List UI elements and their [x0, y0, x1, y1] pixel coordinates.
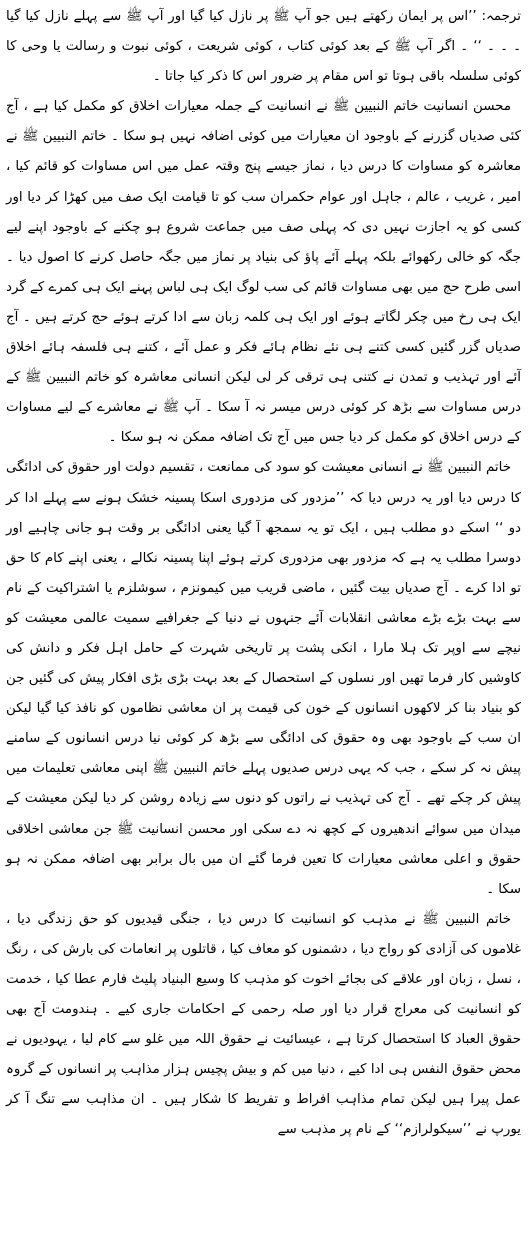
economy-paragraph: خاتم النبیین ﷺ نے انسانی معیشت کو سود کی ممانعت ، تقسیم دولت اور حقوق کی ادائگی کا درس دیا اور یہ درس دیا کہ ’’مزدور کی مزدوری اسکا پسینہ خشک ہونے سے پہلے ادا کر دو ‘‘ اسکے دو مطلب ہیں ، ایک تو یہ سمجھ آ گیا یعنی ادائگی بر وقت ہو جانی چاہیے اور دوسرا مطلب یہ ہے کہ مزدور بھی مزدوری کرتے ہوئے اپنا پسینہ نکالے ، یعنی اپنے کام کا حق تو ادا کرے ۔ آج صدیاں بیت گئیں ، ماضی قریب میں کیمونزم ، سوشلزم یا اشتراکیت کے نام سے بہت بڑے بڑے معاشی انقلابات آئے جنہوں نے دنیا کے جغرافیے سمیت عالمی معیشت کو نیچے سے اوپر تک ہلا مارا ، انکی پشت پر تاریخی شہرت کے حامل اہل فکر و دانش کی کاوشیں کار فرما تھیں اور نسلوں کے استحصال کے بعد بہت بڑی بڑی افکار پیش کی گئیں جن کو بنیاد بنا کر لاکھوں انسانوں کے خون کی قیمت پر ان معاشی نظاموں کو نافذ کیا گیا لیکن ان سب کے باوجود بھی وہ حقوق کی ادائگی سے بڑھ کر کوئی نیا درس انسانوں کے سامنے پیش نہ کر سکے ، جب کہ یہی درس صدیوں پہلے خاتم النبیین ﷺ اپنی معاشی تعلیمات میں پیش کر چکے تھے ۔ آج کی تہذیب نے راتوں کو دنوں سے زیادہ روشن کر دیا لیکن معیشت کے میدان میں سوائے اندھیروں کے کچھ نہ دے سکی اور محسن انسانیت ﷺ جن معاشی اخلاقی حقوق و اعلی معاشی معیارات کا تعین فرما گئے ان میں بال برابر بھی اضافہ ممکن نہ ہو سکا ۔: [5, 460, 521, 897]
equality-paragraph: محسن انسانیت خاتم النبیین ﷺ نے انسانیت کے جملہ معیارات اخلاق کو مکمل کیا ہے ، آج کئی صدیاں گزرنے کے باوجود ان معیارات میں کوئی اضافہ نہیں ہو سکا ۔ خاتم النبیین ﷺ نے معاشرہ کو مساوات کا درس دیا ، نماز جیسے پنج وقتہ عمل میں اس مساوات کو قائم کیا ، امیر ، غریب ، عالم ، جاہل اور عوام حکمران سب کو تا قیامت ایک صف میں کھڑا کر دیا اور کسی کو یہ اجازت نہیں دی کہ پہلی صف میں جماعت شروع ہو چکنے کے باوجود اپنے لیے جگہ کو خالی رکھوائے بلکہ پہلے آئے پاؤ کی بنیاد پر نماز میں جگہ حاصل کرنے کا اصول دیا ۔ اسی طرح حج میں بھی مساوات قائم کی سب لوگ ایک ہی لباس پہنے ایک ہی کمرے کے گرد ایک ہی رخ میں چکر لگاتے ہوئے اور ایک ہی کلمہ زبان سے ادا کرتے ہوئے حج کرتے ہیں ۔ آج صدیاں گزر گئیں کسی کتنے ہی نئے نظام ہائے فکر و عمل آئے ، کتنے ہی فلسفہ ہائے اخلاق آئے اور تہذیب و تمدن نے کتنی ہی ترقی کر لی لیکن انسانی معاشرہ کو خاتم النبیین ﷺ کے درس مساوات سے بڑھ کر کوئی درس میسر نہ آ سکا ۔ آپ ﷺ نے معاشرے کے لیے مساوات کے درس اخلاق کو مکمل کر دیا جس میں آج تک اضافہ ممکن نہ ہو سکا ۔: [6, 99, 521, 446]
religion-paragraph: خاتم النبیین ﷺ نے مذہب کو انسانیت کا درس دیا ، جنگی قیدیوں کو حق زندگی دیا ، غلاموں کی آزادی کو رواج دیا ، دشمنوں کو معاف کیا ، قاتلوں پر انعامات کی بارش کی ، رنگ ، نسل ، زبان اور علاقے کی بجائے اخوت کو مذہب کا وسیع البنیاد پلیٹ فارم عطا کیا ، خدمت کو انسانیت کی معراج قرار دیا اور صلہ رحمی کے احکامات جاری کیے ۔ ہندومت آج بھی حقوق العباد کا استحصال کرتا ہے ، عیسائیت نے حقوق اللہ میں غلو سے کام لیا ، یہودیوں نے محض حقوق النفس ہی ادا کیے ، دنیا میں کم و بیش پچیس ہزار مذاہب پر انسانوں کے گروہ عمل پیرا ہیں لیکن تمام مذاہب افراط و تفریط کا شکار ہیں ۔ ان مذاہب سے تنگ آ کر یورپ نے ’’سیکولرازم‘‘ کے نام پر مذہب سے: [6, 911, 521, 1138]
translation-paragraph: ترجمہ: ’’اس پر ایمان رکھتے ہیں جو آپ ﷺ پر نازل کیا گیا اور آپ ﷺ سے پہلے نازل کیا گیا ۔ ۔ ۔ ‘‘ ۔ اگر آپ ﷺ کے بعد کوئی کتاب ، کوئی شریعت ، کوئی نبوت و رسالت یا وحی کا کوئی سلسلہ باقی ہوتا تو اس مقام پر ضرور اس کا ذکر کیا جاتا ۔: [6, 9, 521, 85]
